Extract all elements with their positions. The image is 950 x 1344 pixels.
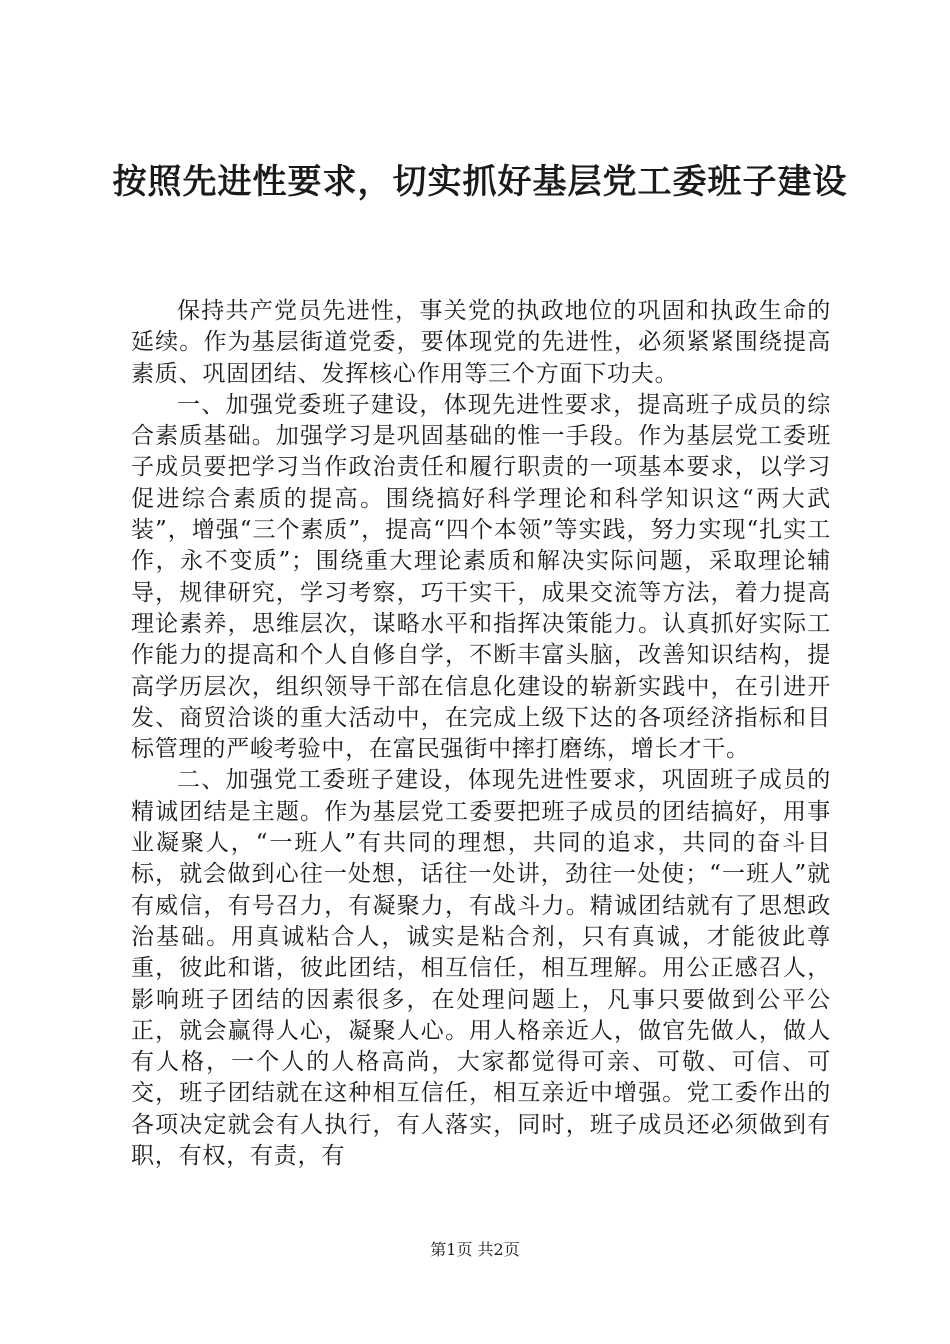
paragraph-section-two: 二、加强党工委班子建设，体现先进性要求，巩固班子成员的精诚团结是主题。作为基层党工委要把班子成员的团结搞好，用事业凝聚人，“一班人”有共同的理想，共同的追求，共同的奋斗目标，就会做到心往一处想，话往一处讲，劲往一处使；“一班人”就有威信，有号召力，有凝聚力，有战斗力。精诚团结就有了思想政治基础。用真诚粘合人，诚实是粘合剂，只有真诚，才能彼此尊重，彼此和谐，彼此团结，相互信任，相互理解。用公正感召人，影响班子团结的因素很多，在处理问题上，凡事只要做到公平公正，就会赢得人心，凝聚人心。用人格亲近人，做官先做人，做人有人格，一个人的人格高尚，大家都觉得可亲、可敬、可信、可交，班子团结就在这种相互信任，相互亲近中增强。党工委作出的各项决定就会有人执行，有人落实，同时，班子成员还必须做到有职，有权，有责，有 bbox=[131, 767, 831, 1170]
document-title: 按照先进性要求，切实抓好基层党工委班子建设 bbox=[112, 162, 848, 202]
page-footer: 第1页 共2页 bbox=[430, 1240, 520, 1259]
paragraph-intro: 保持共产党员先进性，事关党的执政地位的巩固和执政生命的延续。作为基层街道党委，要体现党的先进性，必须紧紧围绕提高素质、巩固团结、发挥核心作用等三个方面下功夫。 bbox=[131, 298, 831, 387]
paragraph-section-one: 一、加强党委班子建设，体现先进性要求，提高班子成员的综合素质基础。加强学习是巩固基础的惟一手段。作为基层党工委班子成员要把学习当作政治责任和履行职责的一项基本要求，以学习促进综合素质的提高。围绕搞好科学理论和科学知识这“两大武装”，增强“三个素质”，提高“四个本领”等实践，努力实现“扎实工作，永不变质”；围绕重大理论素质和解决实际问题，采取理论辅导，规律研究，学习考察，巧干实干，成果交流等方法，着力提高理论素养，思维层次，谋略水平和指挥决策能力。认真抓好实际工作能力的提高和个人自修自学，不断丰富头脑，改善知识结构，提高学历层次，组织领导干部在信息化建设的崭新实践中，在引进开发、商贸洽谈的重大活动中，在完成上级下达的各项经济指标和目标管理的严峻考验中，在富民强街中摔打磨练，增长才干。 bbox=[131, 391, 831, 763]
document-body bbox=[131, 296, 831, 1172]
